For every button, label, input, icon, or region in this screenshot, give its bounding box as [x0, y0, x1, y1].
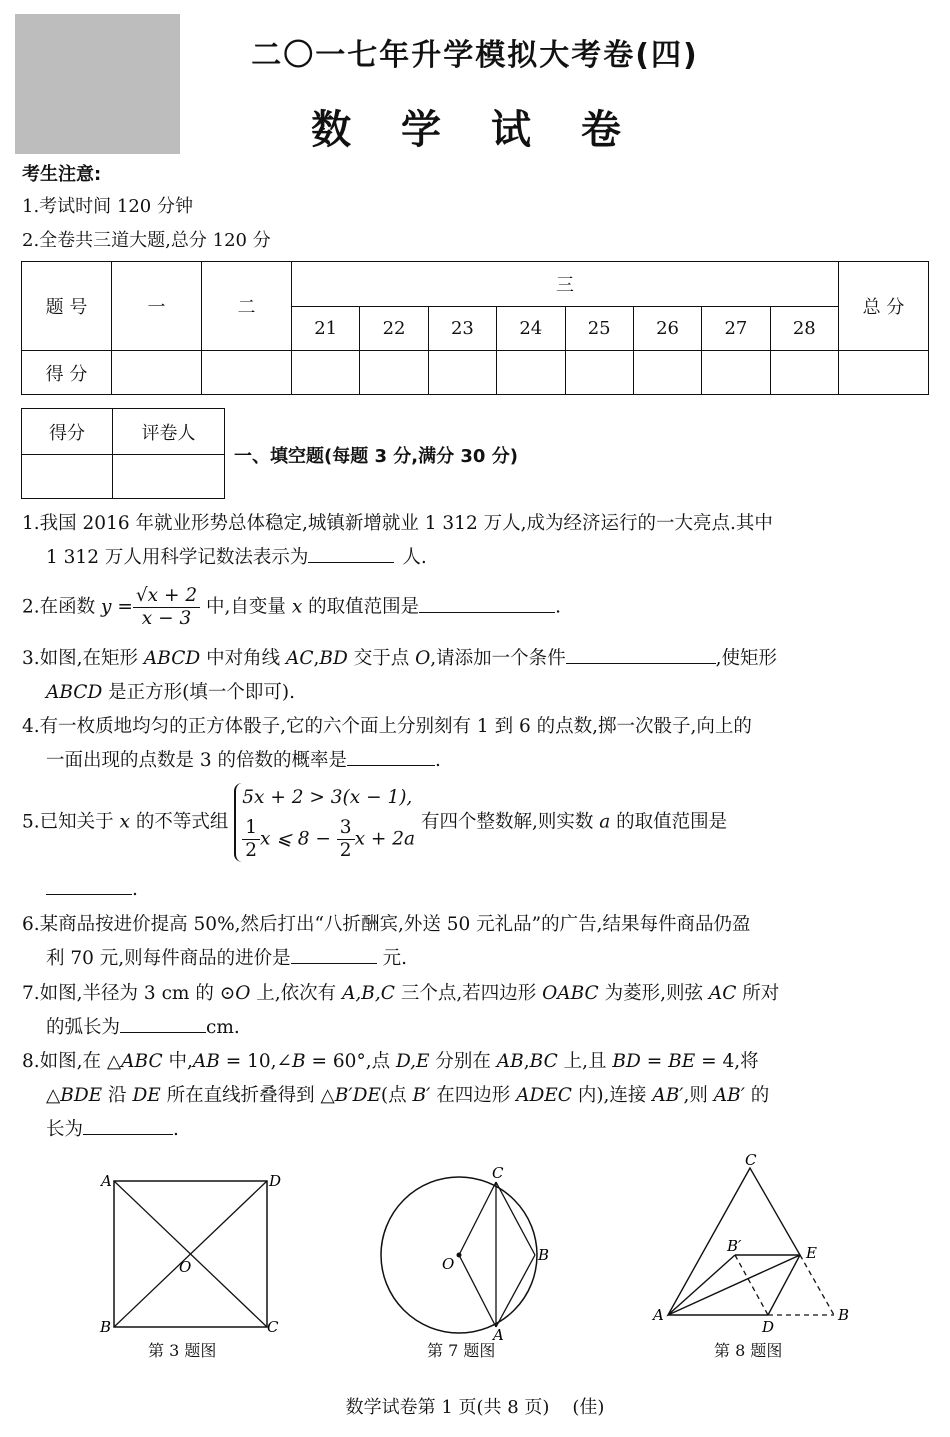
label-D: D — [762, 1318, 775, 1336]
score-table-col-2: 二 — [202, 262, 292, 351]
answer-blank[interactable] — [120, 1014, 206, 1033]
score-table-sub-col: 27 — [702, 307, 770, 351]
center-point — [457, 1253, 462, 1258]
score-table-sub-col: 26 — [633, 307, 701, 351]
grader-table-grader: 评卷人 — [113, 409, 225, 455]
score-table-score-label: 得 分 — [22, 351, 112, 395]
label-A: A — [101, 1172, 112, 1190]
label-D: D — [269, 1172, 282, 1190]
answer-blank[interactable] — [46, 876, 132, 895]
score-cell — [633, 351, 701, 395]
score-table-sub-col: 23 — [428, 307, 496, 351]
exam-subtitle: 数 学 试 卷 — [311, 107, 639, 153]
question-1-line-1: 1.我国 2016 年就业形势总体稳定,城镇新增就业 1 312 万人,成为经济运行的一大亮点.其中 — [22, 513, 773, 534]
segment-bpd-dashed — [735, 1255, 768, 1315]
exam-title: 二〇一七年升学模拟大考卷(四) — [251, 38, 699, 73]
question-6-line-1: 6.某商品按进价提高 50%,然后打出“八折酬宾,外送 50 元礼品”的广告,结果每件商品仍盈 — [22, 914, 751, 935]
fraction: $\frac{√x + 2}{x - 3}$ — [133, 585, 200, 630]
question-8-line-2: △BDE 沿 DE 所在直线折叠得到 △B′DE(点 B′ 在四边形 ADEC 内),连接 AB′,则 AB′ 的 — [46, 1085, 770, 1106]
score-table-col-3: 三 — [292, 262, 839, 307]
segment-eb-dashed — [800, 1255, 834, 1315]
question-8 — [22, 1045, 932, 1147]
question-7-line-1: 7.如图,半径为 3 cm 的 ⊙O 上,依次有 A,B,C 三个点,若四边形 OABC 为菱形,则弦 AC 所对 — [22, 983, 780, 1004]
page-footer: 数学试卷第 1 页(共 8 页) (佳) — [345, 1397, 605, 1418]
figure-8 — [648, 1150, 858, 1336]
label-O: O — [179, 1258, 192, 1276]
score-cell — [428, 351, 496, 395]
label-B: B — [100, 1318, 112, 1336]
notice-item-1: 1.考试时间 120 分钟 — [22, 196, 193, 217]
answer-blank[interactable] — [566, 645, 716, 664]
score-cell — [202, 351, 292, 395]
question-5-line-1: 5.已知关于 x 的不等式组 5x + 2 > 3(x − 1), $\frac{1}{2}$ x ⩽ 8 − $\frac{3}{2}$ x + 2a 有四个整数解,则实数 a 的取值范围是 — [22, 783, 932, 862]
score-table-sub-col: 28 — [770, 307, 838, 351]
label-C: C — [492, 1166, 504, 1182]
grader-score-cell — [22, 455, 113, 499]
question-6-line-2: 利 70 元,则每件商品的进价是 元. — [22, 942, 932, 976]
inequality-system: 5x + 2 > 3(x − 1), $\frac{1}{2}$ x ⩽ 8 − $\frac{3}{2}$ x + 2a — [234, 783, 415, 862]
grader-table — [21, 408, 225, 499]
label-B-prime: B′ — [727, 1237, 742, 1255]
figure-7-caption: 第 7 题图 — [427, 1341, 496, 1360]
notice-title: 考生注意: — [22, 164, 102, 185]
score-table-row-label: 题 号 — [22, 262, 112, 351]
grader-table-score: 得分 — [22, 409, 113, 455]
label-E: E — [806, 1244, 817, 1262]
score-cell — [497, 351, 565, 395]
question-1 — [22, 507, 932, 575]
question-8-line-3: 长为 . — [22, 1113, 932, 1147]
score-table-sub-col: 25 — [565, 307, 633, 351]
grader-name-cell — [113, 455, 225, 499]
answer-blank[interactable] — [308, 544, 394, 563]
question-4-line-1: 4.有一枚质地均匀的正方体骰子,它的六个面上分别刻有 1 到 6 的点数,掷一次骰子,向上的 — [22, 716, 752, 737]
label-O: O — [442, 1255, 455, 1273]
label-C: C — [745, 1151, 757, 1169]
label-B: B — [838, 1306, 850, 1324]
label-B: B — [538, 1246, 550, 1264]
figure-3 — [95, 1168, 285, 1340]
segment-oc — [459, 1182, 496, 1255]
notice-item-2: 2.全卷共三道大题,总分 120 分 — [22, 230, 271, 251]
section-1-heading: 一、填空题(每题 3 分,满分 30 分) — [234, 446, 518, 467]
answer-blank[interactable] — [347, 747, 435, 766]
score-table-total: 总 分 — [839, 262, 929, 351]
segment-cb — [496, 1182, 535, 1255]
score-cell — [839, 351, 929, 395]
answer-blank[interactable] — [419, 594, 555, 613]
question-7 — [22, 977, 932, 1045]
question-5 — [22, 783, 932, 904]
question-7-line-2: 的弧长为 cm. — [22, 1011, 932, 1045]
question-5-line-2: . — [22, 876, 932, 904]
segment-abp — [668, 1255, 735, 1315]
question-3 — [22, 642, 932, 710]
score-cell — [702, 351, 770, 395]
question-1-line-2: 1 312 万人用科学记数法表示为 人. — [22, 541, 932, 575]
label-A: A — [493, 1326, 504, 1342]
segment-de — [768, 1255, 800, 1315]
question-3-line-2: ABCD 是正方形(填一个即可). — [46, 682, 295, 703]
figure-3-caption: 第 3 题图 — [148, 1341, 217, 1360]
figure-7 — [375, 1166, 555, 1342]
score-cell — [565, 351, 633, 395]
question-6 — [22, 908, 932, 976]
question-4-line-2: 一面出现的点数是 3 的倍数的概率是 . — [22, 744, 932, 778]
score-table-sub-col: 21 — [292, 307, 360, 351]
score-table-sub-col: 22 — [360, 307, 428, 351]
figure-8-caption: 第 8 题图 — [714, 1341, 783, 1360]
segment-ba — [496, 1255, 535, 1327]
label-C: C — [267, 1318, 279, 1336]
score-cell — [292, 351, 360, 395]
label-A: A — [653, 1306, 664, 1324]
score-cell — [770, 351, 838, 395]
score-table-sub-col: 24 — [497, 307, 565, 351]
score-table — [21, 261, 929, 395]
score-cell — [360, 351, 428, 395]
segment-oa — [459, 1255, 496, 1327]
answer-blank[interactable] — [291, 945, 377, 964]
score-table-col-1: 一 — [112, 262, 202, 351]
question-8-line-1: 8.如图,在 △ABC 中,AB = 10,∠B = 60°,点 D,E 分别在 AB,BC 上,且 BD = BE = 4,将 — [22, 1051, 759, 1072]
question-2: 2.在函数 y = $\frac{√x + 2}{x - 3}$ 中,自变量 x 的取值范围是 . — [22, 585, 562, 629]
score-cell — [112, 351, 202, 395]
answer-blank[interactable] — [83, 1116, 173, 1135]
question-3-line-1: 3.如图,在矩形 ABCD 中对角线 AC,BD 交于点 O,请添加一个条件 ,使矩形 — [22, 642, 932, 676]
question-4 — [22, 710, 932, 778]
